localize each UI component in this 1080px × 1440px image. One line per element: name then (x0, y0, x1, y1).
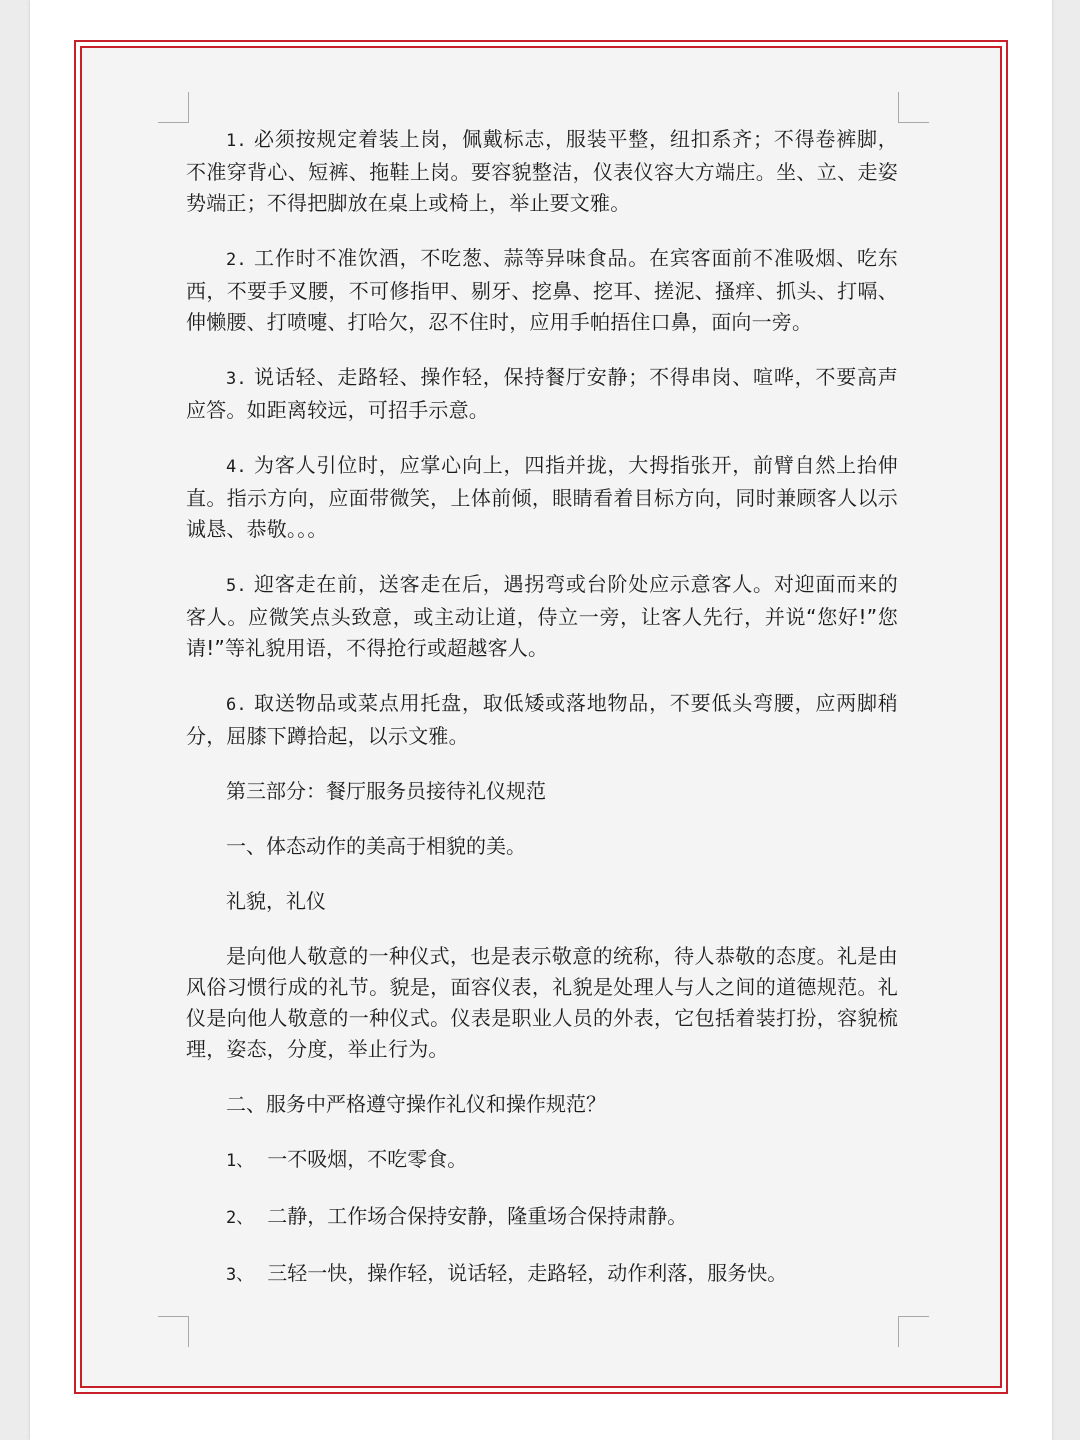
rule-number: 2、 (226, 1208, 254, 1228)
paragraph-number: 4. (226, 457, 247, 477)
paragraph-6 (186, 688, 898, 752)
rule-text: 三轻一快，操作轻，说话轻，走路轻，动作利落，服务快。 (267, 1261, 788, 1285)
crop-mark-top-right (898, 92, 929, 123)
part-title: 第三部分：餐厅服务员接待礼仪规范 (226, 779, 546, 803)
rule-number: 1、 (226, 1151, 254, 1171)
rule-text: 一不吸烟，不吃零食。 (267, 1147, 468, 1171)
crop-mark-bottom-right (898, 1316, 929, 1347)
paragraph-text: 必须按规定着装上岗，佩戴标志，服装平整，纽扣系齐；不得卷裤脚，不准穿背心、短裤、拖鞋上岗。要容貌整洁，仪表仪容大方端庄。坐、立、走姿势端正；不得把脚放在桌上或椅上，举止要文雅。 (186, 127, 898, 215)
definition-paragraph: 是向他人敬意的一种仪式，也是表示敬意的统称，待人恭敬的态度。礼是由风俗习惯行成的礼节。貌是，面容仪表，礼貌是处理人与人之间的道德规范。礼仪是向他人敬意的一种仪式。仪表是职业人员的外表，它包括着装打扮，容貌梳理，姿态，分度，举止行为。 (186, 944, 898, 1061)
paragraph-1 (186, 124, 898, 219)
rule-number: 3、 (226, 1265, 254, 1285)
paragraph-2 (186, 243, 898, 338)
paragraph-number: 5. (226, 576, 247, 596)
document-body (186, 124, 898, 1315)
paragraph-text: 说话轻、走路轻、操作轻，保持餐厅安静；不得串岗、喧哗，不要高声应答。如距离较远，可招手示意。 (186, 365, 898, 422)
paragraph-number: 2. (226, 250, 247, 270)
paragraph-text: 迎客走在前，送客走在后，遇拐弯或台阶处应示意客人。对迎面而来的客人。应微笑点头致意，或主动让道，侍立一旁，让客人先行，并说“您好!”您请!”等礼貌用语，不得抢行或超越客人。 (186, 572, 898, 660)
paragraph-4 (186, 450, 898, 545)
rule-item-1 (186, 1144, 898, 1177)
rule-item-2 (186, 1201, 898, 1234)
crop-mark-bottom-left (158, 1316, 189, 1347)
paragraph-number: 3. (226, 369, 247, 389)
rule-text: 二静，工作场合保持安静，隆重场合保持肃静。 (267, 1204, 688, 1228)
paragraph-text: 取送物品或菜点用托盘，取低矮或落地物品，不要低头弯腰，应两脚稍分，屈膝下蹲拾起，以示文雅。 (186, 691, 898, 748)
crop-mark-top-left (158, 92, 189, 123)
section-heading-two: 二、服务中严格遵守操作礼仪和操作规范？ (226, 1092, 606, 1116)
paragraph-text: 为客人引位时，应掌心向上，四指并拢，大拇指张开，前臂自然上抬伸直。指示方向，应面带微笑，上体前倾，眼睛看着目标方向，同时兼顾客人以示诚恳、恭敬。。。 (186, 453, 898, 541)
subheading: 礼貌，礼仪 (226, 889, 326, 913)
section-heading-one: 一、体态动作的美高于相貌的美。 (226, 834, 526, 858)
rule-item-3 (186, 1258, 898, 1291)
paragraph-3 (186, 362, 898, 426)
paragraph-text: 工作时不准饮酒，不吃葱、蒜等异味食品。在宾客面前不准吸烟、吃东西，不要手叉腰，不可修指甲、剔牙、挖鼻、挖耳、搓泥、搔痒、抓头、打嗝、伸懒腰、打喷嚏、打哈欠，忍不住时，应用手帕捂住口鼻，面向一旁。 (186, 246, 898, 334)
paragraph-5 (186, 569, 898, 664)
paragraph-number: 6. (226, 695, 247, 715)
paragraph-number: 1. (226, 131, 247, 151)
